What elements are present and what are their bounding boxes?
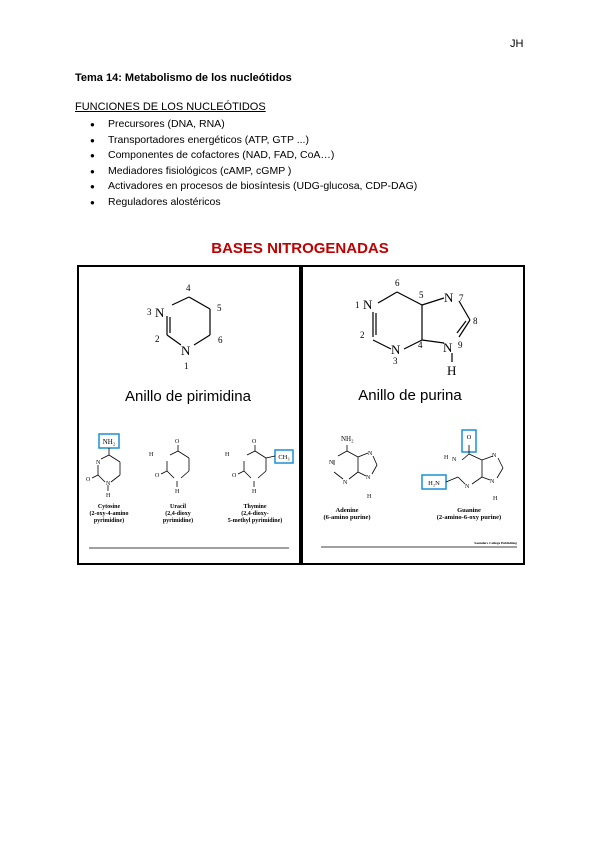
uracil-h-left: H [149, 452, 154, 458]
thymine-desc-2: 5-methyl pyrimidine) [227, 518, 283, 524]
purine-ring-diagram [373, 292, 470, 362]
guanine-h-left: H [444, 455, 449, 461]
cytosine-desc-1: (2-oxy-4-amino [89, 511, 129, 517]
list-item: ● Precursores (DNA, RNA) [90, 117, 417, 133]
uracil-o-top: O [175, 439, 180, 445]
thymine-o-top: O [252, 439, 257, 445]
cytosine-h: H [106, 493, 111, 499]
adenine-h: H [367, 494, 372, 500]
guanine-h: H [493, 496, 498, 502]
purine-pos-1: 1 [355, 300, 360, 310]
pyrimidine-caption: Anillo de pirimidina [125, 388, 251, 405]
adenine-n7: N [368, 451, 373, 457]
guanine-name: Guanine [457, 507, 481, 514]
cytosine-nh2: NH₂ [102, 438, 116, 446]
uracil-structure [149, 439, 193, 524]
uracil-h: H [175, 489, 180, 495]
author-initials: JH [510, 38, 524, 50]
pyrimidine-pos-5: 5 [217, 303, 222, 313]
purine-n1: N [363, 297, 373, 312]
guanine-h2n: H₂N [428, 480, 440, 487]
thymine-h-left: H [225, 452, 230, 458]
uracil-desc-1: (2,4-dioxy [165, 511, 191, 517]
cytosine-n3: N [96, 460, 101, 466]
purine-pos-5: 5 [419, 290, 424, 300]
purine-pos-2: 2 [360, 330, 365, 340]
pyrimidine-n1: N [181, 343, 191, 358]
adenine-n9: N [366, 475, 371, 481]
thymine-ch3: CH₃ [278, 454, 290, 461]
cytosine-n1: N [106, 481, 111, 487]
topic-title: Tema 14: Metabolismo de los nucleótidos [75, 72, 292, 84]
thymine-name: Thymine [243, 504, 267, 510]
purine-pos-4: 4 [418, 340, 423, 350]
uracil-o-left: O [155, 473, 160, 479]
guanine-n1: N [452, 457, 457, 463]
purine-n9: N [443, 340, 453, 355]
guanine-n7: N [492, 453, 497, 459]
purine-pos-7: 7 [459, 293, 464, 303]
cytosine-o: O [86, 477, 91, 483]
thymine-structure [225, 439, 293, 524]
purine-pos-6: 6 [395, 278, 400, 288]
pyrimidine-pos-2: 2 [155, 334, 160, 344]
list-item: ● Mediadores fisiológicos (cAMP, cGMP ) [90, 164, 417, 180]
pyrimidine-ring-diagram [167, 297, 210, 345]
guanine-n9: N [490, 479, 495, 485]
figure-credit: Saunders College Publishing [474, 541, 517, 545]
purine-h9: H [447, 363, 457, 378]
list-item: ● Reguladores alostéricos [90, 195, 417, 211]
adenine-nh2: NH₂ [341, 435, 354, 443]
purine-pos-3: 3 [393, 356, 398, 366]
uracil-name: Uracil [170, 504, 186, 510]
cytosine-name: Cytosine [97, 504, 121, 510]
adenine-n3: N [343, 480, 348, 486]
cytosine-desc-2: pyrimidine) [93, 518, 125, 524]
thymine-o-left: O [232, 473, 237, 479]
adenine-n1: N [329, 460, 334, 466]
purine-pos-8: 8 [473, 316, 478, 326]
pyrimidine-pos-6: 6 [218, 335, 223, 345]
adenine-structure [323, 435, 377, 521]
pyrimidine-pos-1: 1 [184, 361, 189, 371]
guanine-structure [422, 430, 503, 521]
thymine-desc-1: (2,4-dioxy- [241, 511, 269, 517]
guanine-o: O [466, 434, 472, 441]
pyrimidine-n3: N [155, 305, 165, 320]
guanine-desc: (2-amino-6-oxy purine) [436, 514, 502, 521]
nitrogen-bases-figure [77, 265, 525, 565]
cytosine-structure [86, 434, 129, 524]
section-title: BASES NITROGENADAS [211, 240, 389, 257]
uracil-desc-2: pyrimidine) [162, 518, 194, 524]
list-item: ● Activadores en procesos de biosíntesis (UDG-glucosa, CDP-DAG) [90, 179, 417, 195]
pyrimidine-pos-4: 4 [186, 283, 191, 293]
thymine-h: H [252, 489, 257, 495]
purine-caption: Anillo de purina [358, 387, 462, 404]
purine-n7: N [444, 290, 454, 305]
functions-list [90, 117, 417, 210]
list-item: ● Transportadores energéticos (ATP, GTP ...) [90, 133, 417, 149]
guanine-n3: N [465, 484, 470, 490]
functions-heading: FUNCIONES DE LOS NUCLEÓTIDOS [75, 101, 266, 113]
list-item: ● Componentes de cofactores (NAD, FAD, CoA…) [90, 148, 417, 164]
adenine-name: Adenine [335, 507, 359, 514]
pyrimidine-pos-3: 3 [147, 307, 152, 317]
purine-n3: N [391, 342, 401, 357]
purine-pos-9: 9 [458, 340, 463, 350]
adenine-desc: (6-amino purine) [323, 514, 371, 521]
